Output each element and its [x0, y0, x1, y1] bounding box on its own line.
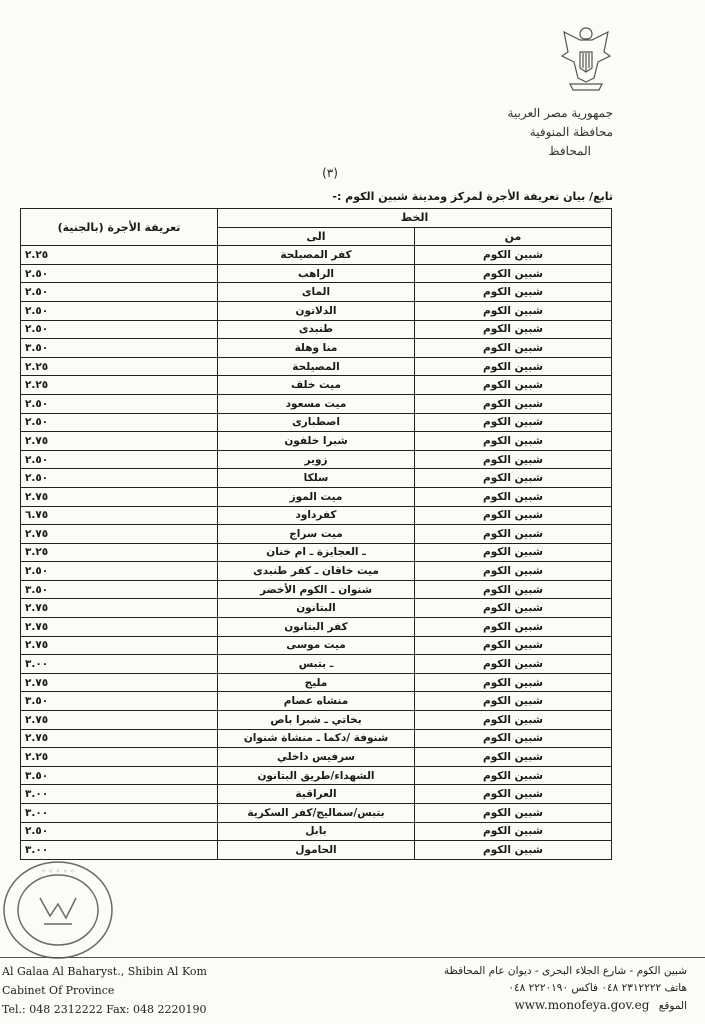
to-cell: العراقية — [218, 785, 415, 804]
fare-cell: ٢.٧٥ — [21, 618, 218, 637]
from-cell: شبين الكوم — [415, 320, 612, 339]
from-cell: شبين الكوم — [415, 432, 612, 451]
to-cell: ميت خاقان ـ كفر طنبدى — [218, 562, 415, 581]
table-row — [21, 450, 612, 469]
fare-cell: ٢.٧٥ — [21, 599, 218, 618]
fare-cell: ٣.٢٥ — [21, 543, 218, 562]
to-cell: الماى — [218, 283, 415, 302]
fare-cell: ٣.٥٠ — [21, 339, 218, 358]
to-cell: شبرا خلفون — [218, 432, 415, 451]
table-row — [21, 413, 612, 432]
from-cell: شبين الكوم — [415, 301, 612, 320]
table-row — [21, 562, 612, 581]
fare-cell: ٢.٥٠ — [21, 413, 218, 432]
to-cell: زوير — [218, 450, 415, 469]
to-cell: منشاه عصام — [218, 692, 415, 711]
fare-cell: ٢.٢٥ — [21, 748, 218, 767]
to-cell: مليج — [218, 673, 415, 692]
table-row — [21, 804, 612, 823]
line-header: الخط — [218, 209, 612, 228]
to-cell: بخاتي ـ شبرا باص — [218, 711, 415, 730]
table-row — [21, 692, 612, 711]
fare-cell: ٢.٥٠ — [21, 822, 218, 841]
table-row — [21, 729, 612, 748]
from-cell: شبين الكوم — [415, 543, 612, 562]
fare-header: تعريفة الأجرة (بالجنية) — [21, 209, 218, 246]
fare-cell: ٢.٧٥ — [21, 525, 218, 544]
from-cell: شبين الكوم — [415, 283, 612, 302]
letterhead — [507, 104, 613, 161]
table-row — [21, 748, 612, 767]
from-cell: شبين الكوم — [415, 673, 612, 692]
table-row — [21, 618, 612, 637]
fare-cell: ٣.٥٠ — [21, 766, 218, 785]
from-cell: شبين الكوم — [415, 246, 612, 265]
governorate-name: محافظة المنوفية — [529, 125, 613, 139]
to-cell: ـ بتبس — [218, 655, 415, 674]
fare-cell: ٢.٥٠ — [21, 301, 218, 320]
fare-cell: ٢.٥٠ — [21, 562, 218, 581]
from-cell: شبين الكوم — [415, 450, 612, 469]
table-row — [21, 339, 612, 358]
to-cell: بتبس/سماليج/كفر السكرية — [218, 804, 415, 823]
document-subtitle: تابع/ بيان تعريفة الأجرة لمركز ومدينة شبين الكوم :- — [332, 190, 613, 203]
to-cell: كفرداود — [218, 506, 415, 525]
fare-cell: ٢.٥٠ — [21, 320, 218, 339]
to-cell: البتانون — [218, 599, 415, 618]
fare-table-body — [21, 246, 612, 860]
from-cell: شبين الكوم — [415, 525, 612, 544]
table-row — [21, 357, 612, 376]
from-cell: شبين الكوم — [415, 506, 612, 525]
fare-cell: ٣.٠٠ — [21, 804, 218, 823]
to-cell: ميت سراج — [218, 525, 415, 544]
svg-text:◦ ◦ ◦ ◦ ◦: ◦ ◦ ◦ ◦ ◦ — [41, 867, 75, 876]
footer-en-phone: Tel.: 048 2312222 Fax: 048 2220190 — [2, 1003, 207, 1016]
footer-website[interactable]: www.monofeya.gov.eg — [514, 998, 650, 1012]
fare-cell: ٢.٧٥ — [21, 711, 218, 730]
to-cell: سلكا — [218, 469, 415, 488]
fare-cell: ٣.٠٠ — [21, 785, 218, 804]
from-cell: شبين الكوم — [415, 729, 612, 748]
footer-divider — [0, 957, 705, 958]
table-row — [21, 264, 612, 283]
fare-cell: ٣.٠٠ — [21, 841, 218, 860]
to-cell: كفر البتانون — [218, 618, 415, 637]
fare-cell: ٢.٧٥ — [21, 487, 218, 506]
to-cell: ميت موسى — [218, 636, 415, 655]
from-cell: شبين الكوم — [415, 580, 612, 599]
from-cell: شبين الكوم — [415, 357, 612, 376]
to-cell: ميت مسعود — [218, 394, 415, 413]
from-cell: شبين الكوم — [415, 785, 612, 804]
from-cell: شبين الكوم — [415, 804, 612, 823]
footer-en-address: Al Galaa Al Baharyst., Shibin Al Kom — [2, 965, 207, 978]
from-cell: شبين الكوم — [415, 748, 612, 767]
to-cell: ميت خلف — [218, 376, 415, 395]
fare-cell: ٢.٥٠ — [21, 283, 218, 302]
fare-cell: ٦.٧٥ — [21, 506, 218, 525]
fare-cell: ٢.٢٥ — [21, 357, 218, 376]
from-cell: شبين الكوم — [415, 618, 612, 637]
eagle-emblem-icon — [556, 22, 616, 94]
table-row — [21, 580, 612, 599]
to-cell: منا وهلة — [218, 339, 415, 358]
footer-website-line — [444, 997, 687, 1015]
table-row — [21, 487, 612, 506]
table-row — [21, 785, 612, 804]
from-cell: شبين الكوم — [415, 599, 612, 618]
footer-arabic — [444, 963, 687, 1015]
to-header: الى — [218, 227, 415, 246]
to-cell: الشهداء/طريق البتانون — [218, 766, 415, 785]
fare-table — [20, 208, 612, 860]
from-cell: شبين الكوم — [415, 339, 612, 358]
fare-cell: ٢.٥٠ — [21, 394, 218, 413]
table-row — [21, 822, 612, 841]
fare-cell: ٢.٢٥ — [21, 376, 218, 395]
table-row — [21, 469, 612, 488]
table-row — [21, 673, 612, 692]
fare-cell: ٢.٥٠ — [21, 469, 218, 488]
fare-cell: ٢.٥٠ — [21, 450, 218, 469]
fare-cell: ٢.٧٥ — [21, 729, 218, 748]
to-cell: سرفيس داخلي — [218, 748, 415, 767]
table-row — [21, 525, 612, 544]
fare-cell: ٢.٥٠ — [21, 264, 218, 283]
to-cell: بابل — [218, 822, 415, 841]
from-cell: شبين الكوم — [415, 376, 612, 395]
footer-site-label: الموقع — [658, 1000, 687, 1012]
to-cell: شنوان ـ الكوم الأخضر — [218, 580, 415, 599]
fare-cell: ٢.٧٥ — [21, 432, 218, 451]
footer-ar-address: شبين الكوم - شارع الجلاء البحرى - ديوان عام المحافظة — [443, 965, 687, 977]
to-cell: الراهب — [218, 264, 415, 283]
fare-cell: ٢.٧٥ — [21, 673, 218, 692]
page-number: (٣) — [322, 166, 338, 180]
table-row — [21, 320, 612, 339]
table-row — [21, 543, 612, 562]
to-cell: شنوفة /دكما ـ منشاة شنوان — [218, 729, 415, 748]
table-row — [21, 711, 612, 730]
to-cell: الحامول — [218, 841, 415, 860]
from-cell: شبين الكوم — [415, 264, 612, 283]
from-cell: شبين الكوم — [415, 655, 612, 674]
from-cell: شبين الكوم — [415, 562, 612, 581]
footer-en-office: Cabinet Of Province — [2, 984, 115, 997]
fare-cell: ٣.٥٠ — [21, 692, 218, 711]
from-cell: شبين الكوم — [415, 692, 612, 711]
table-row — [21, 655, 612, 674]
fare-cell: ٢.٧٥ — [21, 636, 218, 655]
from-cell: شبين الكوم — [415, 822, 612, 841]
table-row — [21, 376, 612, 395]
from-cell: شبين الكوم — [415, 766, 612, 785]
from-cell: شبين الكوم — [415, 711, 612, 730]
from-header: من — [415, 227, 612, 246]
footer-ar-phone: هاتف ٢٣١٢٢٢٢ ٠٤٨ فاكس ٢٢٢٠١٩٠ ٠٤٨ — [508, 982, 687, 994]
footer-english — [2, 962, 207, 1019]
to-cell: طنبدى — [218, 320, 415, 339]
table-row — [21, 246, 612, 265]
table-row — [21, 766, 612, 785]
table-row — [21, 841, 612, 860]
table-row — [21, 599, 612, 618]
from-cell: شبين الكوم — [415, 413, 612, 432]
table-row — [21, 301, 612, 320]
from-cell: شبين الكوم — [415, 841, 612, 860]
table-row — [21, 636, 612, 655]
from-cell: شبين الكوم — [415, 394, 612, 413]
table-row — [21, 283, 612, 302]
official-seal-stamp — [0, 858, 118, 962]
office-name: المحافظ — [548, 144, 591, 158]
from-cell: شبين الكوم — [415, 487, 612, 506]
table-row — [21, 506, 612, 525]
fare-cell: ٢.٢٥ — [21, 246, 218, 265]
table-row — [21, 432, 612, 451]
fare-cell: ٣.٥٠ — [21, 580, 218, 599]
to-cell: المصيلحة — [218, 357, 415, 376]
to-cell: اصطبارى — [218, 413, 415, 432]
table-row — [21, 394, 612, 413]
from-cell: شبين الكوم — [415, 636, 612, 655]
to-cell: كفر المصيلحة — [218, 246, 415, 265]
from-cell: شبين الكوم — [415, 469, 612, 488]
country-name: جمهورية مصر العربية — [507, 106, 613, 120]
to-cell: ميت الموز — [218, 487, 415, 506]
to-cell: ـ العجايزة ـ ام خنان — [218, 543, 415, 562]
to-cell: الدلاتون — [218, 301, 415, 320]
fare-cell: ٣.٠٠ — [21, 655, 218, 674]
